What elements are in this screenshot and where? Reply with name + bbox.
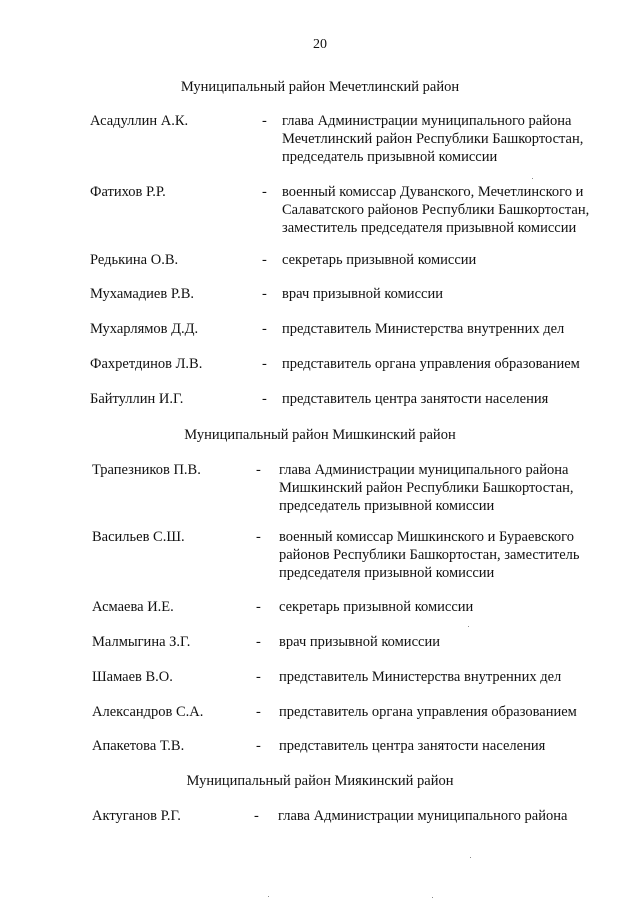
separator-dash: - <box>262 113 267 129</box>
member-name: Фахретдинов Л.В. <box>90 356 203 372</box>
member-name: Мухамадиев Р.В. <box>90 286 195 302</box>
section-title: Муниципальный район Миякинский район <box>186 773 454 789</box>
section-title: Муниципальный район Мечетлинский район <box>180 79 460 95</box>
separator-dash: - <box>262 286 267 302</box>
member-name: Мухарлямов Д.Д. <box>90 321 199 337</box>
member-name: Асадуллин А.К. <box>90 113 189 129</box>
separator-dash: - <box>254 808 259 824</box>
member-name: Актуганов Р.Г. <box>92 808 181 824</box>
member-name: Фатихов Р.Р. <box>90 184 166 200</box>
member-role: представитель органа управления образованием <box>279 704 577 720</box>
separator-dash: - <box>262 184 267 200</box>
separator-dash: - <box>256 599 261 615</box>
member-role: врач призывной комиссии <box>282 286 443 302</box>
scan-speck <box>268 896 269 897</box>
member-role: глава Администрации муниципального района <box>278 808 568 824</box>
member-name: Апакетова Т.В. <box>92 738 185 754</box>
member-role: представитель Министерства внутренних дел <box>279 669 562 685</box>
separator-dash: - <box>256 462 261 478</box>
member-role: глава Администрации муниципального района Мишкинский район Республики Башкортостан, председатель призывной комиссии <box>279 462 574 514</box>
page-number: 20 <box>313 37 327 52</box>
member-role: военный комиссар Дуванского, Мечетлинского и Салаватского районов Республики Башкортостан, заместитель председателя призывной комиссии <box>282 184 590 236</box>
separator-dash: - <box>262 252 267 268</box>
scan-speck <box>468 626 469 627</box>
member-role: секретарь призывной комиссии <box>282 252 477 268</box>
section-title: Муниципальный район Мишкинский район <box>184 427 456 443</box>
member-role: секретарь призывной комиссии <box>279 599 474 615</box>
member-name: Малмыгина З.Г. <box>92 634 191 650</box>
separator-dash: - <box>262 391 267 407</box>
separator-dash: - <box>256 529 261 545</box>
member-name: Байтуллин И.Г. <box>90 391 184 407</box>
separator-dash: - <box>262 356 267 372</box>
member-role: представитель Министерства внутренних дел <box>282 321 565 337</box>
member-name: Васильев С.Ш. <box>92 529 185 545</box>
member-role: военный комиссар Мишкинского и Бураевского районов Республики Башкортостан, заместитель председателя призывной комиссии <box>279 529 580 581</box>
scan-speck <box>532 178 533 179</box>
separator-dash: - <box>256 704 261 720</box>
member-name: Александров С.А. <box>92 704 204 720</box>
member-name: Шамаев В.О. <box>92 669 173 685</box>
scan-speck <box>432 897 433 898</box>
member-role: представитель органа управления образованием <box>282 356 580 372</box>
scan-speck <box>470 857 471 858</box>
member-role: представитель центра занятости населения <box>282 391 549 407</box>
member-name: Трапезников П.В. <box>92 462 201 478</box>
member-role: представитель центра занятости населения <box>279 738 546 754</box>
member-name: Асмаева И.Е. <box>92 599 174 615</box>
separator-dash: - <box>256 634 261 650</box>
member-role: глава Администрации муниципального района Мечетлинский район Республики Башкортостан, председатель призывной комиссии <box>282 113 584 165</box>
member-role: врач призывной комиссии <box>279 634 440 650</box>
separator-dash: - <box>256 738 261 754</box>
member-name: Редькина О.В. <box>90 252 179 268</box>
separator-dash: - <box>262 321 267 337</box>
separator-dash: - <box>256 669 261 685</box>
